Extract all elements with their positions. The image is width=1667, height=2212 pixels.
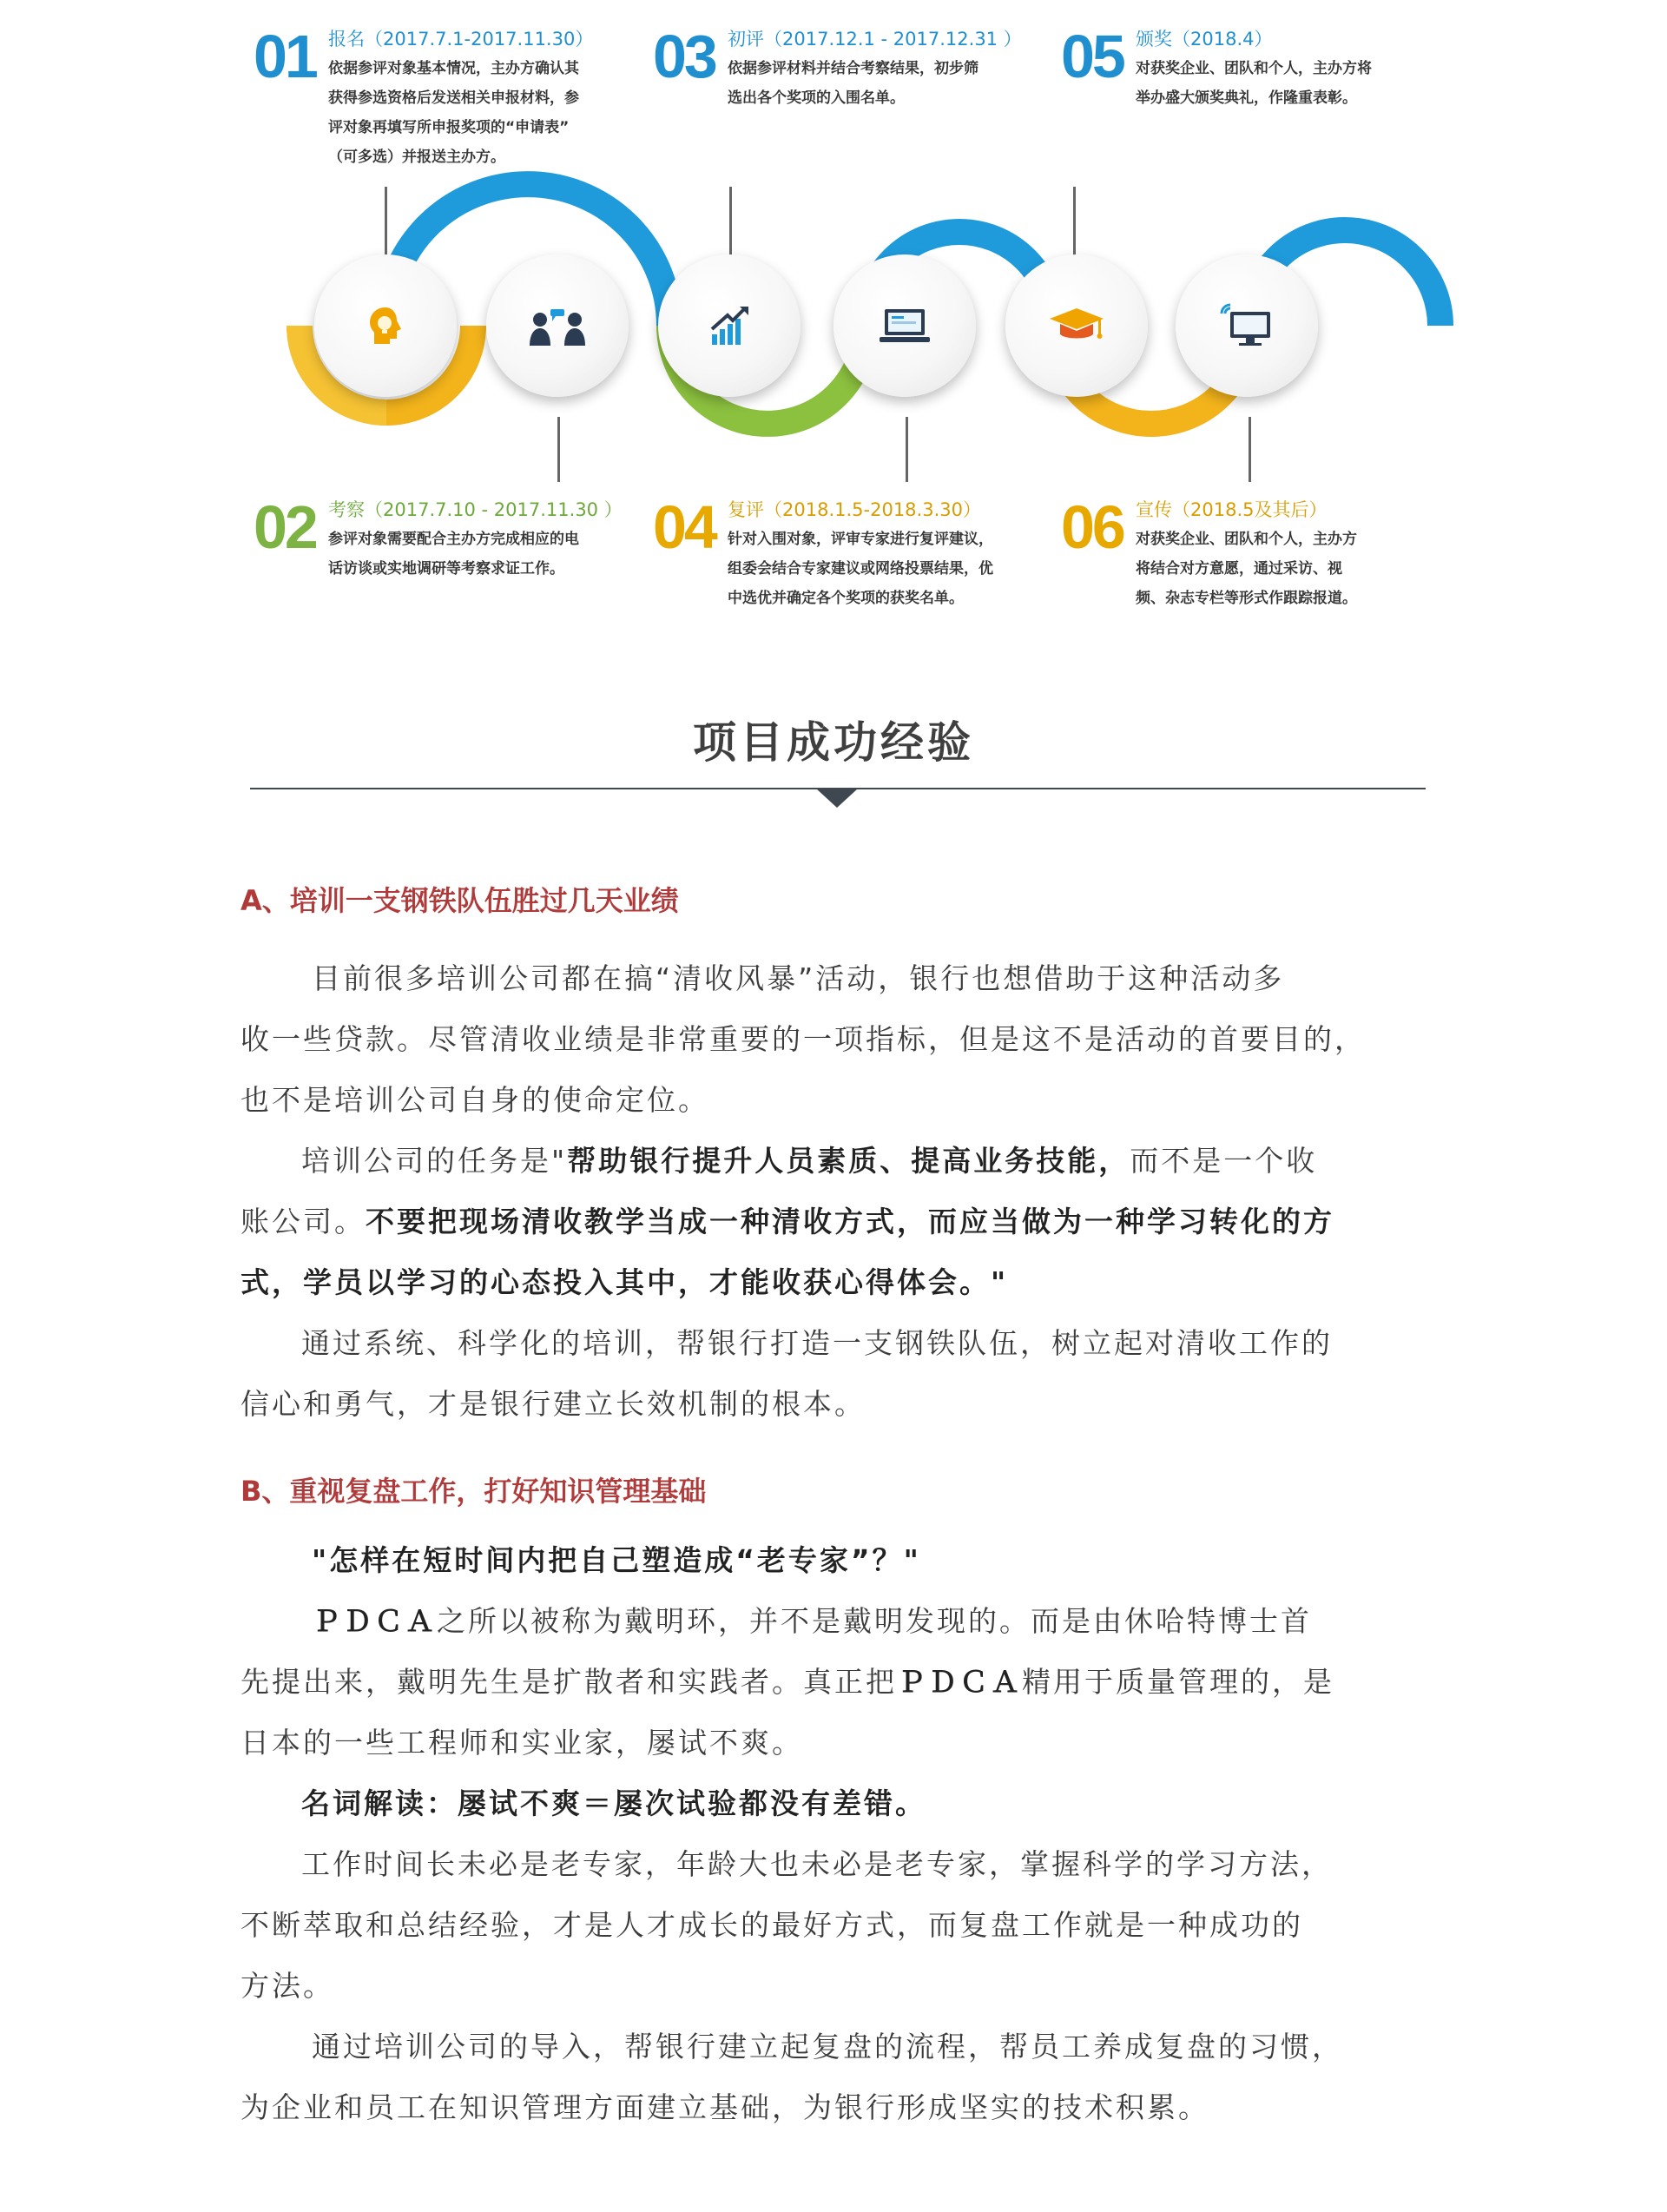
- step-disc-1: [314, 254, 457, 397]
- step-title: 初评（2017.12.1 - 2017.12.31 ）: [728, 29, 1022, 50]
- step-disc-4: [834, 254, 976, 397]
- step-title: 复评（2018.1.5-2018.3.30）: [728, 499, 981, 520]
- monitor-signal-icon: [1220, 303, 1274, 348]
- subhead-a: A、培训一支钢铁队伍胜过几天业绩: [240, 884, 679, 917]
- step-description: 针对入围对象，评审专家进行复评建议， 组委会结合专家建议或网络投票结果，优 中选优并确定各个奖项的获奖名单。: [728, 531, 993, 607]
- paragraph-a2: 培训公司的任务是"帮助银行提升人员素质、提高业务技能，而不是一个收 账公司。不要把现场清收教学当成一种清收方式，而应当做为一种学习转化的方 式，学员以学习的心态投入其中，才能收获心得体会。": [240, 1144, 1334, 1299]
- subhead-b: B、重视复盘工作，打好知识管理基础: [240, 1475, 707, 1508]
- paragraph-b2: 工作时间长未必是老专家，年龄大也未必是老专家，掌握科学的学习方法， 不断萃取和总结经验，才是人才成长的最好方式，而复盘工作就是一种成功的 方法。: [240, 1847, 1333, 2003]
- paragraph-b3: 通过培训公司的导入，帮银行建立起复盘的流程，帮员工养成复盘的习惯， 为企业和员工在知识管理方面建立基础，为银行形成坚实的技术积累。: [240, 2030, 1343, 2124]
- divider-notch: [816, 789, 858, 808]
- term-definition: 名词解读：屡试不爽＝屡次试验都没有差错。: [301, 1786, 926, 1820]
- paragraph-a3: 通过系统、科学化的培训，帮银行打造一支钢铁队伍，树立起对清收工作的 信心和勇气，才是银行建立长效机制的根本。: [240, 1326, 1333, 1421]
- step-title: 宣传（2018.5及其后）: [1136, 499, 1328, 520]
- step-number: 03: [653, 23, 715, 90]
- article-body: [240, 879, 1473, 2138]
- graduation-cap-icon: [1048, 305, 1105, 347]
- lightbulb-head-icon: [364, 304, 407, 347]
- step-description: 依据参评材料并结合考察结果，初步筛 选出各个奖项的入围名单。: [728, 60, 978, 107]
- award-process-timeline: [0, 0, 1667, 643]
- connector-01: [385, 187, 387, 256]
- step-description: 依据参评对象基本情况，主办方确认其 获得参选资格后发送相关申报材料，参 评对象再填写所申报奖项的“申请表” （可多选）并报送主办方。: [328, 60, 579, 166]
- step-description: 参评对象需要配合主办方完成相应的电 话访谈或实地调研等考察求证工作。: [328, 531, 579, 578]
- step-disc-2: [486, 254, 629, 397]
- step-number: 01: [254, 23, 316, 90]
- connector-03: [729, 187, 732, 256]
- connector-04: [906, 417, 908, 482]
- people-talk-icon: [526, 304, 589, 347]
- chart-arrow-icon: [707, 303, 752, 348]
- step-number: 06: [1061, 493, 1123, 561]
- paragraph-a1: 目前很多培训公司都在搞“清收风暴”活动，银行也想借助于这种活动多 收一些贷款。尽管清收业绩是非常重要的一项指标，但是这不是活动的首要目的， 也不是培训公司自身的使命定位。: [240, 961, 1366, 1117]
- step-title: 报名（2017.7.1-2017.11.30）: [328, 29, 594, 50]
- step-description: 对获奖企业、团队和个人，主办方将 举办盛大颁奖典礼，作隆重表彰。: [1136, 60, 1372, 107]
- paragraph-b1: ＰＤＣＡ之所以被称为戴明环，并不是戴明发现的。而是由休哈特博士首 先提出来，戴明先生是扩散者和实践者。真正把ＰＤＣＡ精用于质量管理的，是 日本的一些工程师和实业家，屡试不爽。: [240, 1604, 1334, 1760]
- connector-05: [1073, 187, 1076, 256]
- step-number: 02: [254, 493, 316, 561]
- step-title: 颁奖（2018.4）: [1136, 29, 1273, 50]
- quote-b: "怎样在短时间内把自己塑造成“老专家”？": [312, 1543, 921, 1577]
- section-title: 项目成功经验: [693, 717, 974, 768]
- step-disc-6: [1176, 254, 1318, 397]
- step-disc-5: [1005, 254, 1148, 397]
- connector-06: [1249, 417, 1251, 482]
- step-description: 对获奖企业、团队和个人，主办方 将结合对方意愿，通过采访、视 频、杂志专栏等形式作跟踪报道。: [1136, 531, 1357, 607]
- step-number: 04: [653, 493, 715, 561]
- connector-02: [557, 417, 560, 482]
- step-disc-3: [658, 254, 801, 397]
- laptop-icon: [878, 306, 932, 346]
- step-title: 考察（2017.7.10 - 2017.11.30 ）: [328, 499, 623, 520]
- step-number: 05: [1061, 23, 1123, 90]
